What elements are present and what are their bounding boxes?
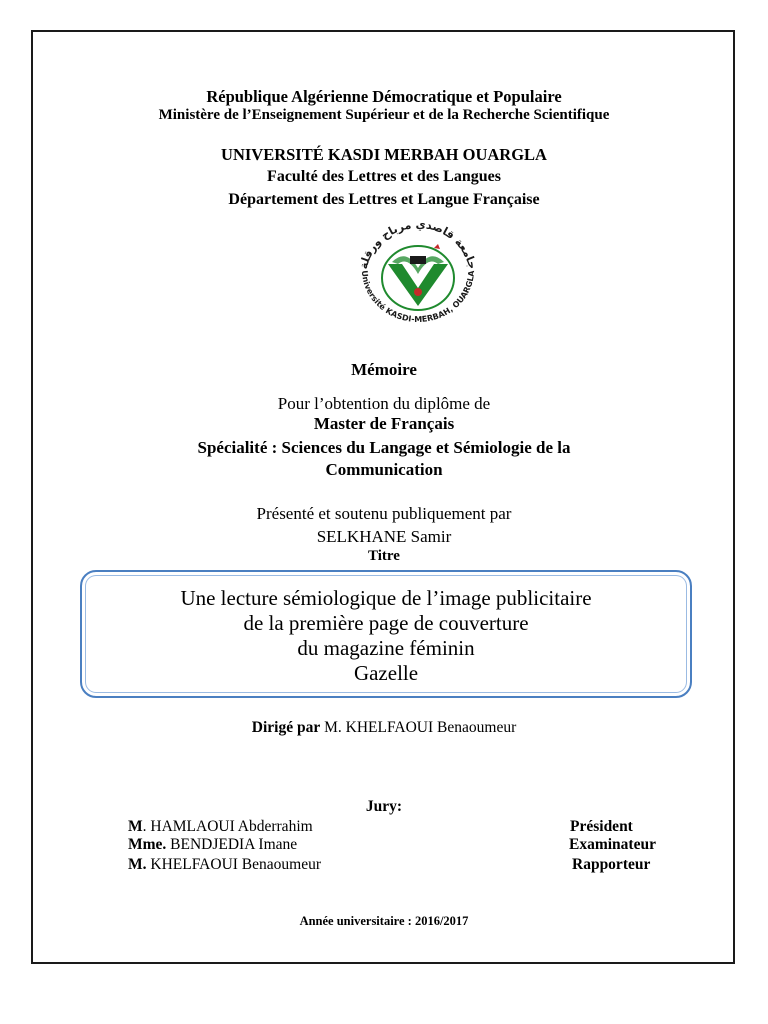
degree-name: Master de Français [313,414,455,433]
jury-member-title: Mme. [128,836,167,853]
diploma-purpose: Pour l’obtention du diplôme de [277,394,491,413]
memoire-label: Mémoire [351,360,417,379]
jury-member-role: Président [570,818,633,835]
jury-label: Jury: [365,798,403,815]
jury-member-3 [128,856,321,874]
svg-text:جامعة قاصدي مرباح ورقلة: جامعة قاصدي مرباح ورقلة [356,218,480,271]
jury-member-2 [128,836,297,854]
thesis-title-line-1: Une lecture sémiologique de l’image publicitaire [180,586,592,610]
jury-member-1 [128,818,313,836]
ministry-line: Ministère de l’Enseignement Supérieur et de la Recherche Scientifique [158,107,610,123]
department-name: Département des Lettres et Langue Française [228,191,540,208]
jury-member-name: BENDJEDIA Imane [166,836,298,853]
university-name: UNIVERSITÉ KASDI MERBAH OUARGLA [221,145,547,164]
specialty-line-2: Communication [325,460,443,479]
supervisor-label: Dirigé par [251,719,321,736]
jury-member-role: Examinateur [569,836,656,853]
thesis-title-line-3: du magazine féminin [297,636,475,660]
jury-member-name: . HAMLAOUI Abderrahim [142,818,313,835]
jury-member-title: M [128,818,143,835]
presented-by-label: Présenté et soutenu publiquement par [256,504,512,523]
specialty-line-1: Spécialité : Sciences du Langage et Sémiologie de la [197,438,571,457]
jury-member-title: M. [128,856,147,873]
republic-line: République Algérienne Démocratique et Populaire [206,87,562,106]
svg-text:Université KASDI-MERBAH, OUARG: Université KASDI-MERBAH, OUARGLA [359,270,477,325]
thesis-title-box [80,570,692,698]
thesis-title-line-4: Gazelle [353,661,419,685]
supervisor-name: M. KHELFAOUI Benaoumeur [324,719,517,736]
academic-year: Année universitaire : 2016/2017 [299,914,469,928]
faculty-name: Faculté des Lettres et des Langues [267,168,501,185]
title-label: Titre [368,548,400,564]
thesis-title-line-2: de la première page de couverture [243,611,529,635]
jury-member-name: KHELFAOUI Benaoumeur [146,856,321,873]
university-logo [348,218,488,328]
supervisor-line [0,719,768,737]
author-name: SELKHANE Samir [316,527,452,546]
jury-member-role: Rapporteur [572,856,651,873]
